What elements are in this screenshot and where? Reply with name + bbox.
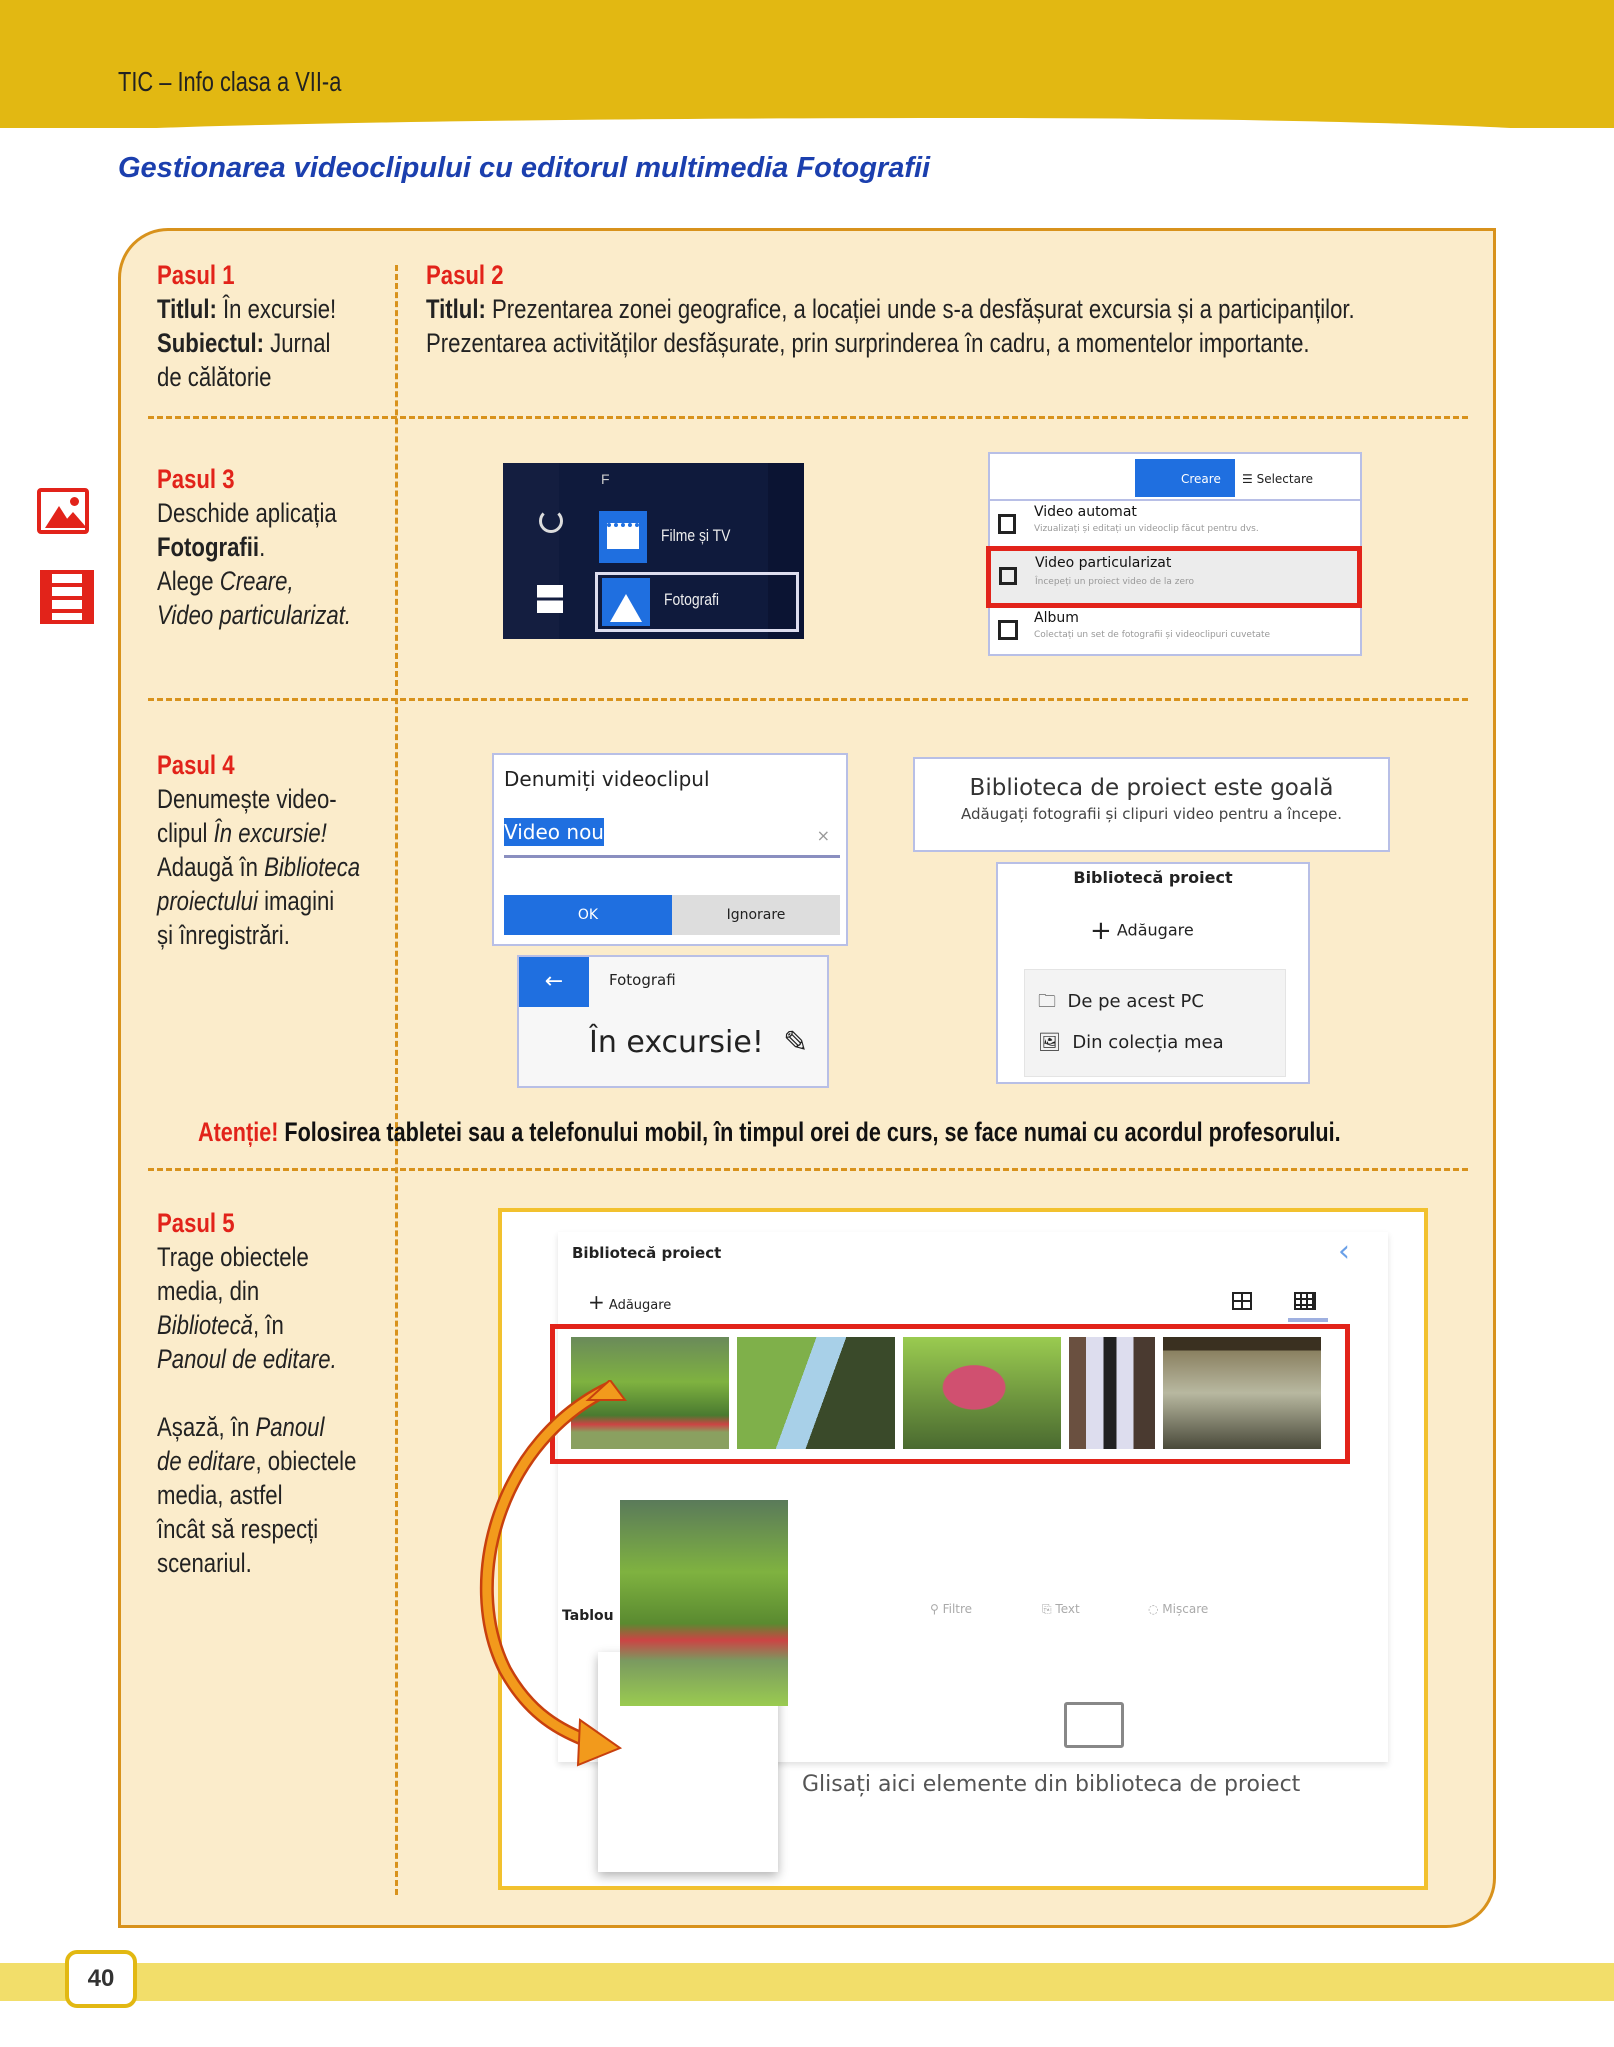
- page-title: Gestionarea videoclipului cu editorul multimedia Fotografii: [118, 152, 931, 184]
- title-text-cont: Prezentarea activităților desfășurate, prin surprinderea în cadru, a momentelor importante.: [426, 328, 1310, 358]
- step-text: media, din: [157, 1276, 260, 1306]
- project-name: În excursie!: [213, 818, 327, 848]
- panel-name: Panoul: [255, 1412, 325, 1442]
- option-label: De pe acest PC: [1067, 991, 1204, 1012]
- app-name: Fotografi: [609, 971, 676, 989]
- step-5: [157, 1206, 356, 1580]
- add-label: Adăugare: [1116, 920, 1194, 940]
- notice-title: Biblioteca de proiect este goală: [969, 775, 1334, 801]
- clear-icon[interactable]: ×: [816, 826, 830, 845]
- step-text: , obiectele: [255, 1446, 357, 1476]
- rename-dialog: [492, 753, 848, 946]
- ok-label: OK: [577, 907, 599, 923]
- name-input[interactable]: [504, 820, 840, 858]
- row-divider: [148, 1168, 1468, 1171]
- app-title-bar: [517, 955, 829, 1088]
- menu-item-title: Album: [1034, 610, 1079, 626]
- menu-item-desc: Vizualizați și editați un videoclip făcut pentru dvs.: [1034, 524, 1259, 534]
- drop-area-icon: [1064, 1702, 1124, 1748]
- folder-pc-icon: 🗀: [1038, 991, 1056, 1012]
- start-item-label: Fotografi: [664, 590, 720, 609]
- section-letter: F: [601, 471, 610, 487]
- windows-icon[interactable]: [537, 585, 563, 613]
- tool-miscare[interactable]: ◌ Mișcare: [1148, 1602, 1209, 1616]
- attention-key: Atenție!: [198, 1117, 279, 1147]
- media-thumbnail[interactable]: [1163, 1337, 1321, 1449]
- video-icon: [998, 514, 1016, 534]
- media-thumbnail[interactable]: [903, 1337, 1061, 1449]
- image-icon: [37, 488, 89, 534]
- start-item-label: Filme și TV: [661, 526, 731, 545]
- step-1: [157, 258, 336, 394]
- step-text: media, astfel: [157, 1480, 283, 1510]
- film-icon: [40, 570, 94, 624]
- menu-item-title: Video particularizat: [1035, 555, 1172, 571]
- footer-band: [0, 1963, 1614, 2001]
- title-key: Titlul:: [426, 294, 486, 324]
- row-divider: [148, 698, 1468, 701]
- library-name: Bibliotecă: [157, 1310, 254, 1340]
- menu-item-video-automat[interactable]: [990, 500, 1360, 552]
- step-label: Pasul 3: [157, 464, 235, 494]
- project-title: În excursie!: [589, 1025, 764, 1060]
- library-title: Bibliotecă proiect: [572, 1244, 722, 1262]
- add-button[interactable]: [1090, 916, 1194, 946]
- step-4: [157, 748, 360, 952]
- media-strip: [550, 1324, 1350, 1464]
- step-text: și înregistrări.: [157, 920, 290, 950]
- library-title: Bibliotecă proiect: [1073, 868, 1233, 887]
- subject-value: Jurnal: [264, 328, 331, 358]
- column-divider: [395, 265, 398, 1895]
- tool-label: Filtre: [942, 1602, 973, 1616]
- plus-icon: +: [588, 1290, 605, 1314]
- menu-item-desc: Începeți un proiect video de la zero: [1035, 577, 1195, 587]
- step-text: Deschide aplicația: [157, 498, 337, 528]
- tab-creare[interactable]: [1135, 459, 1235, 497]
- name-input-value: Video nou: [504, 820, 604, 844]
- collection-icon: 🖼: [1038, 1032, 1061, 1053]
- step-text: Alege: [157, 566, 220, 596]
- library-menu: [996, 862, 1310, 1084]
- start-item-filme[interactable]: [599, 511, 799, 565]
- step-text: Adaugă în: [157, 852, 265, 882]
- notice-desc: Adăugați fotografii și clipuri video pentru a începe.: [961, 805, 1342, 823]
- step-text: Trage obiectele: [157, 1242, 309, 1272]
- start-menu: [503, 463, 804, 639]
- menu-item-album[interactable]: [990, 608, 1360, 656]
- dialog-title: Denumiți videoclipul: [504, 767, 710, 791]
- back-button[interactable]: [519, 957, 589, 1007]
- menu-item-name: Video particularizat.: [157, 600, 352, 630]
- small-grid-icon[interactable]: [1294, 1292, 1316, 1310]
- pencil-icon[interactable]: ✎: [783, 1025, 809, 1060]
- subject-value-cont: de călătorie: [157, 362, 272, 392]
- punct: .: [259, 532, 266, 562]
- photos-icon: [602, 578, 650, 626]
- option-collection[interactable]: [1038, 1032, 1224, 1053]
- option-this-pc[interactable]: [1038, 989, 1204, 1019]
- step-2: [426, 258, 1355, 360]
- create-menu: [988, 452, 1362, 656]
- step-text: scenariul.: [157, 1548, 252, 1578]
- row-divider: [148, 416, 1468, 419]
- tab-selectare[interactable]: ☰ Selectare: [1242, 472, 1314, 486]
- title-text: Prezentarea zonei geografice, a locației unde s-a desfășurat excursia și a participanților.: [485, 294, 1355, 324]
- tool-label: Mișcare: [1162, 1602, 1209, 1616]
- tool-label: Text: [1055, 1602, 1080, 1616]
- add-button[interactable]: [588, 1290, 671, 1314]
- dragged-thumbnail[interactable]: [620, 1500, 788, 1706]
- step-text: , în: [253, 1310, 284, 1340]
- menu-item-title: Video automat: [1034, 504, 1137, 520]
- tool-filtre[interactable]: ⚲ Filtre: [930, 1602, 973, 1616]
- attention-text: Folosirea tabletei sau a telefonului mobil, în timpul orei de curs, se face numai cu acordul profesorului.: [278, 1117, 1341, 1147]
- header-text: TIC – Info clasa a VII-a: [118, 66, 342, 97]
- attention-note: [198, 1115, 1341, 1149]
- film-tv-icon: [599, 511, 647, 563]
- step-3: [157, 462, 351, 632]
- collapse-chevron-icon[interactable]: ‹: [1338, 1234, 1350, 1269]
- album-icon: [998, 620, 1018, 640]
- add-label: Adăugare: [608, 1298, 672, 1313]
- subject-key: Subiectul:: [157, 328, 265, 358]
- panel-name: Panoul de editare.: [157, 1344, 337, 1374]
- menu-item-video-particularizat[interactable]: [986, 546, 1362, 608]
- step-text: Așază, în: [157, 1412, 256, 1442]
- drag-arrow-icon: [460, 1380, 630, 1770]
- step-label: Pasul 2: [426, 260, 504, 290]
- ok-button[interactable]: [504, 895, 672, 935]
- back-icon: ←: [544, 969, 564, 994]
- step-label: Pasul 4: [157, 750, 235, 780]
- page-number: 40: [65, 1950, 137, 2008]
- start-item-fotografii[interactable]: [595, 572, 799, 632]
- library-name: proiectului: [157, 886, 258, 916]
- media-thumbnail[interactable]: [1069, 1337, 1155, 1449]
- menu-name: Creare,: [219, 566, 294, 596]
- step-text: clipul: [157, 818, 214, 848]
- tab-label: Creare: [1181, 472, 1221, 486]
- title-value: În excursie!: [216, 294, 337, 324]
- tab-label: Selectare: [1256, 472, 1314, 486]
- menu-item-desc: Colectați un set de fotografii și videoclipuri cuvetate: [1034, 630, 1271, 640]
- option-label: Din colecția mea: [1072, 1032, 1224, 1053]
- storyboard-label: Tablou: [562, 1608, 614, 1624]
- step-text: imagini: [257, 886, 335, 916]
- app-name: Fotografii: [157, 532, 260, 562]
- header-band: [0, 0, 1614, 128]
- ignore-button[interactable]: [672, 895, 840, 935]
- step-text: încât să respecți: [157, 1514, 319, 1544]
- drop-hint: Glisați aici elemente din biblioteca de proiect: [802, 1772, 1301, 1797]
- media-thumbnail[interactable]: [737, 1337, 895, 1449]
- video-icon: [999, 567, 1017, 585]
- ignore-label: Ignorare: [726, 907, 786, 923]
- step-label: Pasul 5: [157, 1208, 235, 1238]
- large-grid-icon[interactable]: [1232, 1292, 1252, 1310]
- step-label: Pasul 1: [157, 260, 235, 290]
- empty-library-notice: [913, 757, 1390, 852]
- tool-text[interactable]: ⎘ Text: [1042, 1602, 1080, 1616]
- editor-screenshot: [498, 1208, 1428, 1890]
- panel-name: de editare: [157, 1446, 256, 1476]
- library-name: Biblioteca: [264, 852, 361, 882]
- step-text: Denumește video-: [157, 784, 337, 814]
- title-key: Titlul:: [157, 294, 217, 324]
- plus-icon: +: [1090, 916, 1112, 946]
- power-icon[interactable]: [539, 509, 563, 533]
